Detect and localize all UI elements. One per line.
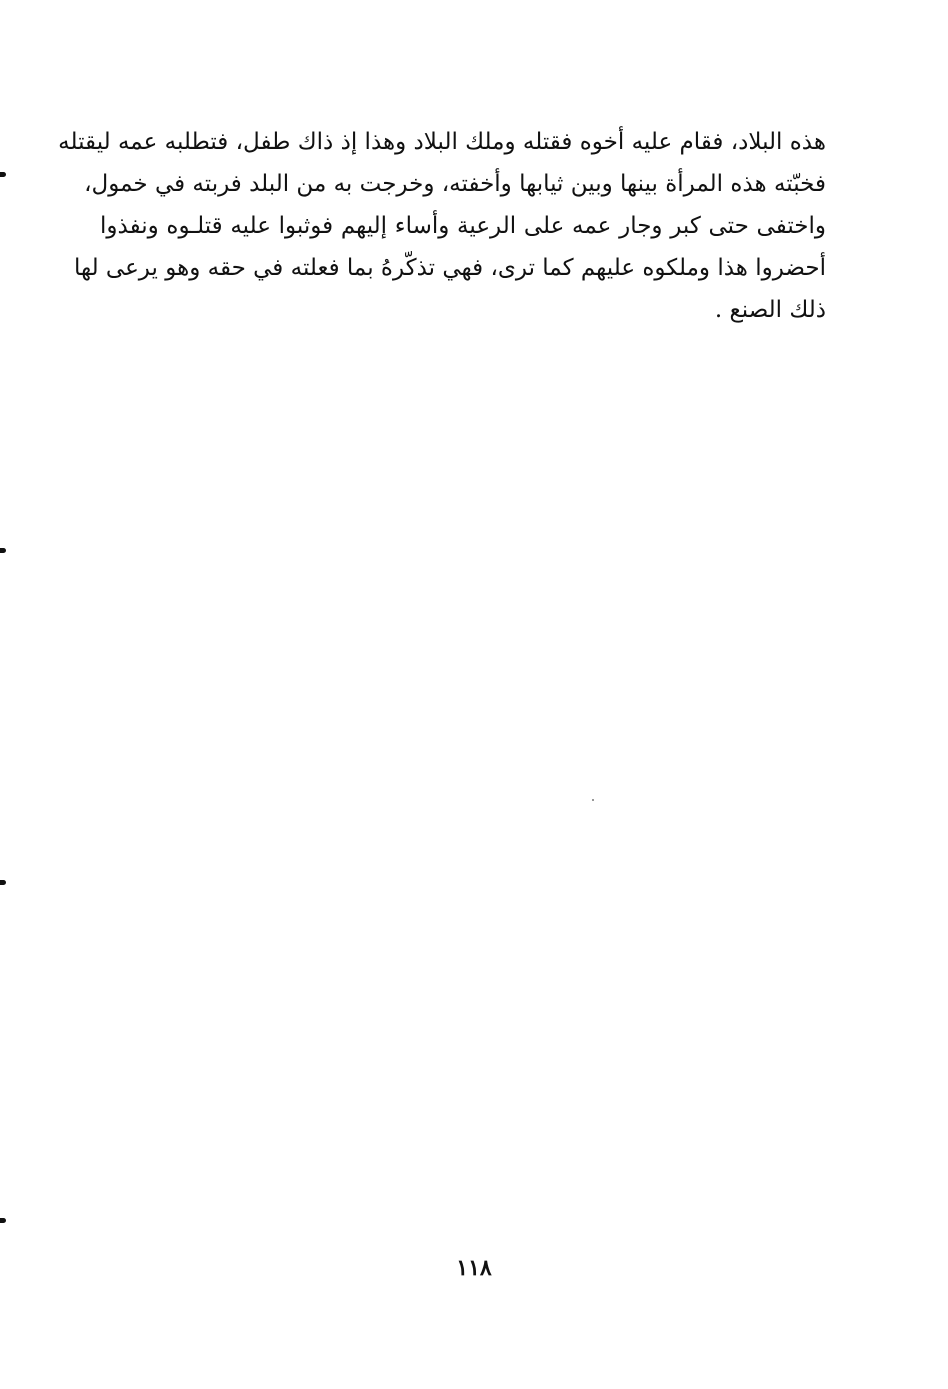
- text-line-5: ذلك الصنع .: [714, 297, 826, 323]
- text-line-3: واختفى حتى كبر وجار عمه على الرعية وأساء إليهم فوثبوا عليه قتلـوه ونفذوا: [100, 213, 826, 239]
- scan-edge-mark: [0, 172, 6, 177]
- text-line-1: هذه البلاد، فقام عليه أخوه فقتله وملك البلاد وهذا إذ ذاك طفل، فتطلبه عمه ليقتله: [58, 129, 826, 155]
- text-line-2: فخبّته هذه المرأة بينها وبين ثيابها وأخفته، وخرجت به من البلد فربته في خمول،: [84, 171, 826, 197]
- scan-edge-mark: [0, 1218, 6, 1223]
- scan-edge-mark: [0, 880, 6, 885]
- page-number: ١١٨: [456, 1255, 492, 1281]
- scan-speck: [592, 799, 594, 801]
- text-line-4: أحضروا هذا وملكوه عليهم كما ترى، فهي تذكّرهُ بما فعلته في حقه وهو يرعى لها: [73, 255, 826, 281]
- body-paragraph: [58, 121, 826, 331]
- scan-edge-mark: [0, 548, 6, 553]
